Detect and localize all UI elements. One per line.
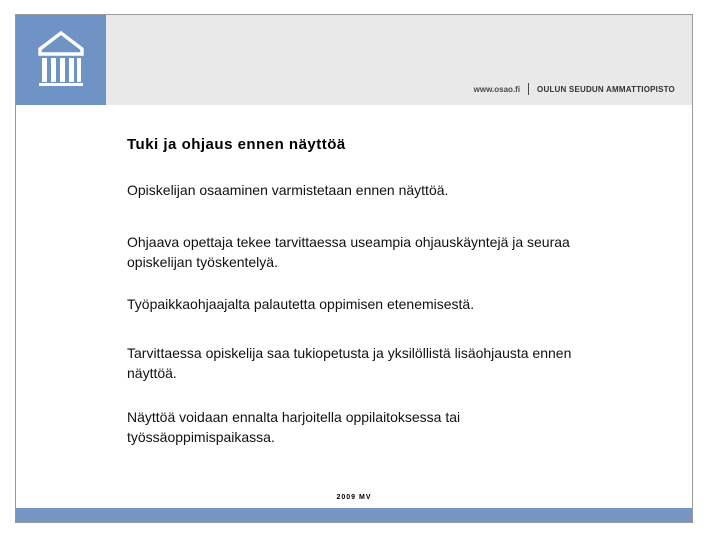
paragraph-5: Näyttöä voidaan ennalta harjoitella oppilaitoksessa tai työssäoppimispaikassa. — [127, 409, 461, 445]
header-divider — [528, 83, 529, 95]
paragraph-1: Opiskelijan osaaminen varmistetaan ennen näyttöä. — [127, 182, 449, 198]
paragraph-4: Tarvittaessa opiskelija saa tukiopetusta ja yksilöllistä lisäohjausta ennen näyttöä. — [127, 345, 572, 381]
header-text — [474, 83, 675, 95]
building-columns-logo-icon — [34, 30, 88, 88]
slide — [15, 14, 693, 523]
logo — [16, 15, 106, 105]
paragraph-3: Työpaikkaohjaajalta palautetta oppimisen etenemisestä. — [127, 296, 475, 312]
bottom-bar — [16, 508, 692, 522]
school-name: OULUN SEUDUN AMMATTIOPISTO — [537, 84, 675, 94]
paragraph-2: Ohjaava opettaja tekee tarvittaessa useampia ohjauskäyntejä ja seuraa opiskelijan työskentelyä. — [127, 234, 570, 270]
website-link[interactable]: www.osao.fi — [473, 84, 521, 94]
footer-text: 2009 MV — [336, 494, 372, 501]
slide-title: Tuki ja ohjaus ennen näyttöä — [127, 136, 346, 153]
